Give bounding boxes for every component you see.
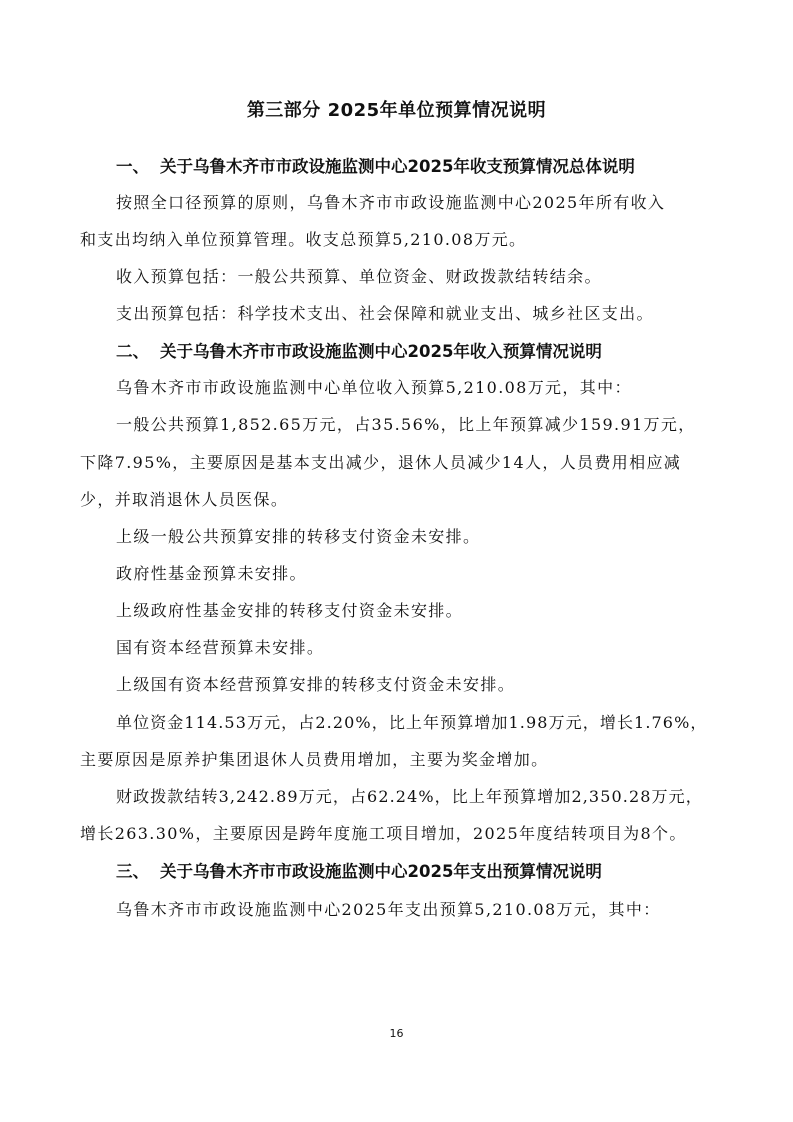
paragraph-line: 下降7.95%，主要原因是基本支出减少，退休人员减少14人，人员费用相应减 xyxy=(80,453,682,472)
paragraph-line: 政府性基金预算未安排。 xyxy=(116,564,307,583)
paragraph-line: 国有资本经营预算未安排。 xyxy=(116,638,325,657)
paragraph-line: 一般公共预算1,852.65万元，占35.56%，比上年预算减少159.91万元， xyxy=(116,415,696,434)
section-heading-3 xyxy=(116,858,602,882)
paragraph-line: 收入预算包括：一般公共预算、单位资金、财政拨款结转结余。 xyxy=(116,267,602,286)
section-heading-1 xyxy=(116,153,635,177)
section-heading-text: 关于乌鲁木齐市市政设施监测中心2025年收入预算情况说明 xyxy=(160,342,602,361)
paragraph-line: 和支出均纳入单位预算管理。收支总预算5,210.08万元。 xyxy=(80,230,527,249)
section-heading-2 xyxy=(116,338,602,362)
paragraph-line: 上级政府性基金安排的转移支付资金未安排。 xyxy=(116,601,464,620)
section-heading-text: 关于乌鲁木齐市市政设施监测中心2025年支出预算情况说明 xyxy=(160,862,602,881)
paragraph-line: 财政拨款结转3,242.89万元，占62.24%，比上年预算增加2,350.28万元， xyxy=(116,787,703,806)
paragraph-line: 增长263.30%，主要原因是跨年度施工项目增加，2025年度结转项目为8个。 xyxy=(80,824,687,843)
paragraph-line: 主要原因是原养护集团退休人员费用增加，主要为奖金增加。 xyxy=(80,750,549,769)
paragraph-line: 上级一般公共预算安排的转移支付资金未安排。 xyxy=(116,527,481,546)
section-number: 三、 xyxy=(116,862,149,881)
section-number: 一、 xyxy=(116,157,149,176)
page-title: 第三部分 2025年单位预算情况说明 xyxy=(246,100,547,121)
section-heading-text: 关于乌鲁木齐市市政设施监测中心2025年收支预算情况总体说明 xyxy=(160,157,635,176)
paragraph-line: 按照全口径预算的原则，乌鲁木齐市市政设施监测中心2025年所有收入 xyxy=(116,193,666,212)
paragraph-line: 支出预算包括：科学技术支出、社会保障和就业支出、城乡社区支出。 xyxy=(116,304,654,323)
paragraph-line: 乌鲁木齐市市政设施监测中心2025年支出预算5,210.08万元，其中： xyxy=(116,900,661,919)
paragraph-line: 乌鲁木齐市市政设施监测中心单位收入预算5,210.08万元，其中： xyxy=(116,378,632,397)
paragraph-line: 单位资金114.53万元，占2.20%，比上年预算增加1.98万元，增长1.76%， xyxy=(116,713,708,732)
paragraph-line: 少，并取消退休人员医保。 xyxy=(80,490,289,509)
section-number: 二、 xyxy=(116,342,149,361)
paragraph-line: 上级国有资本经营预算安排的转移支付资金未安排。 xyxy=(116,675,516,694)
page-number: 16 xyxy=(389,1027,404,1040)
